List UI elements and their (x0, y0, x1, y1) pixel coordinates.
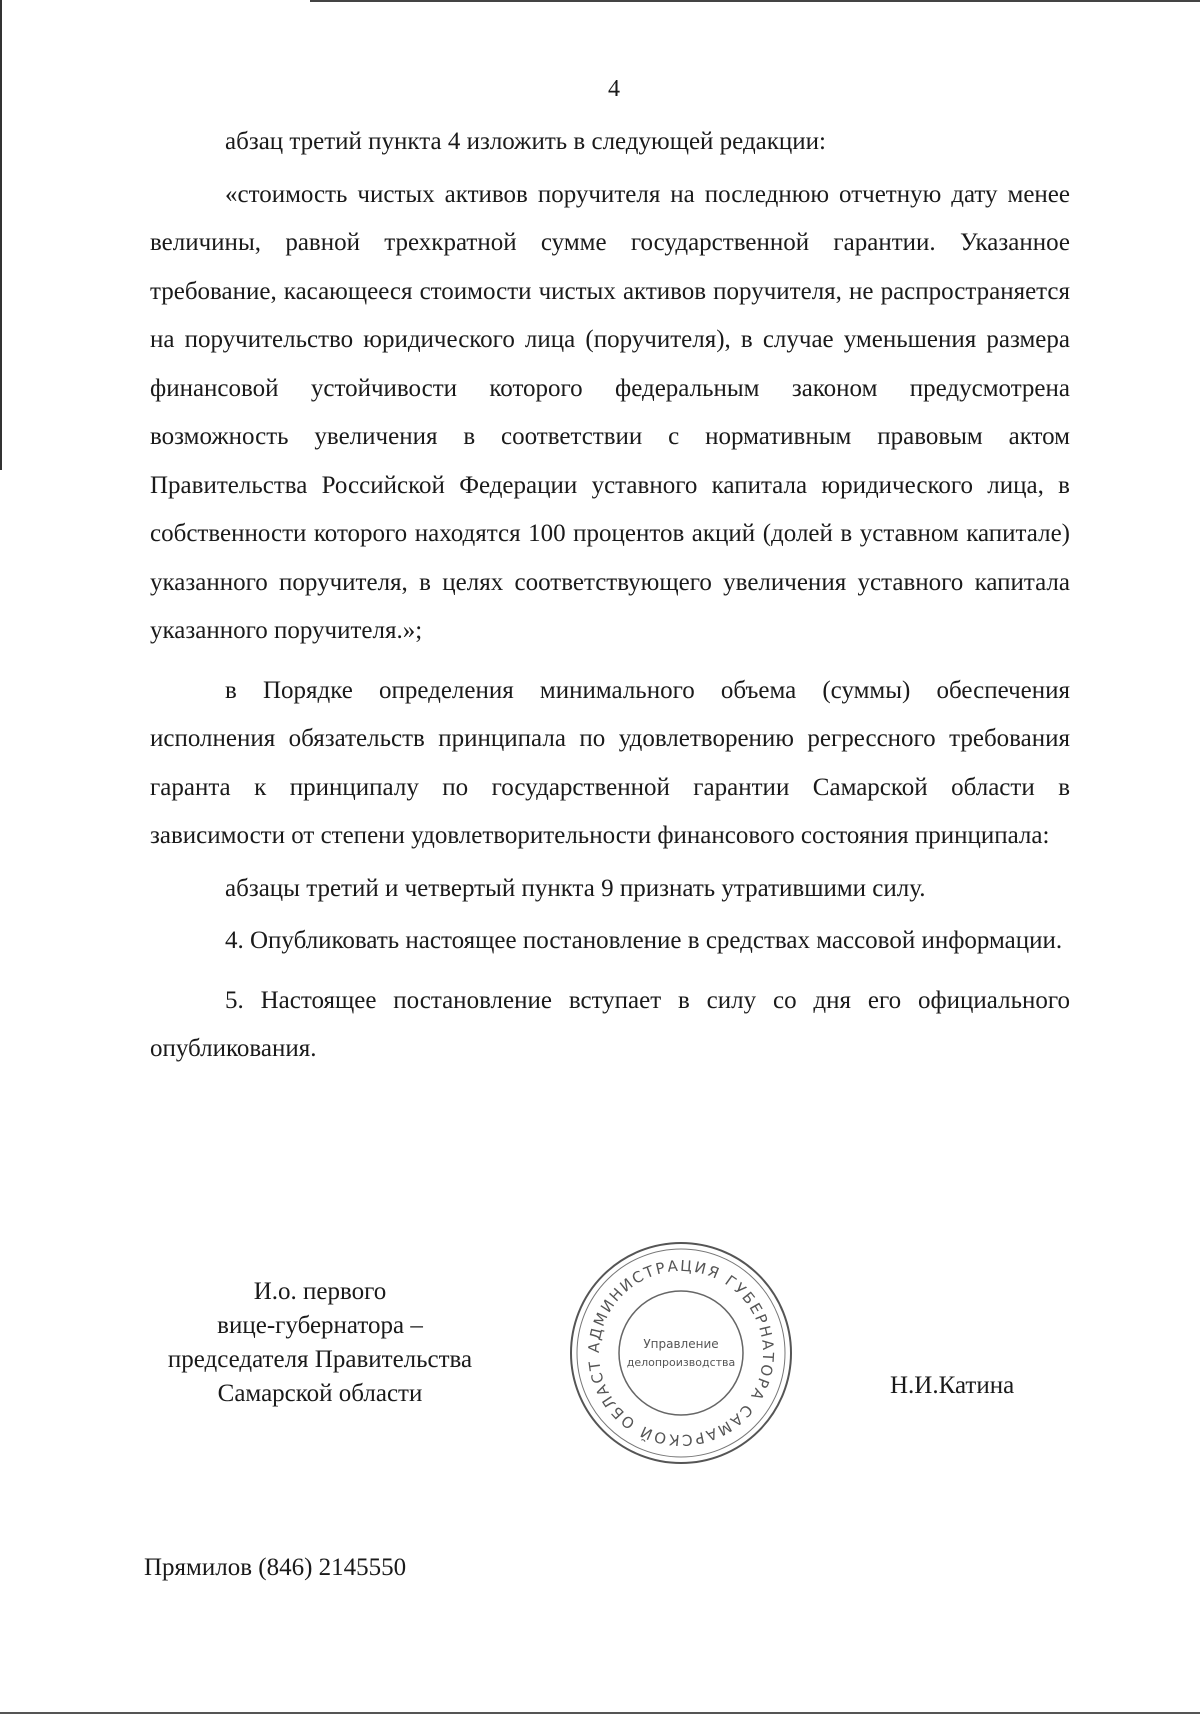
official-seal (566, 1238, 796, 1468)
paragraph-quoted-text: «стоимость чистых активов поручителя на последнюю отчетную дату менее величины, равной трехкратной сумме государственной гарантии. Указанное требование, касающееся стоимости чистых активов поручителя, не распространяется на поручительство юридического лица (поручителя), в случае уменьшения размера финансовой устойчивости которого федеральным законом предусмотрена возможность увеличения в соответствии с нормативным правовым актом Правительства Российской Федерации уставного капитала юридического лица, в собственности которого находятся 100 процентов акций (долей в уставном капитале) указанного поручителя, в целях соответствующего увеличения уставного капитала указанного поручителя.»; (150, 180, 1070, 644)
signer-title (150, 1275, 490, 1411)
signer-title-line: И.о. первого (253, 1278, 387, 1305)
page-number: 4 (608, 76, 620, 102)
paragraph-amend-clause: абзац третий пункта 4 изложить в следующей редакции: (225, 128, 826, 155)
scan-edge-bottom (0, 1712, 1200, 1714)
paragraph-order: в Порядке определения минимального объема (суммы) обеспечения исполнения обязательств принципала по удовлетворению регрессного требования гаранта к принципалу по государственной гарантии Самарской области в зависимости от степени удовлетворительности финансового состояния принципала: (150, 676, 1070, 849)
paragraph-publish: 4. Опубликовать настоящее постановление в средствах массовой информации. (225, 927, 1063, 954)
signer-title-line: вице-губернатора – (217, 1312, 423, 1339)
scan-edge-left (0, 0, 2, 470)
paragraph-repeal: абзацы третий и четвертый пункта 9 признать утратившими силу. (225, 874, 926, 902)
seal-graphic (566, 1238, 796, 1468)
signer-title-line: председателя Правительства (167, 1346, 473, 1373)
signer-name: Н.И.Катина (890, 1372, 1015, 1399)
contact-line: Прямилов (846) 2145550 (144, 1554, 407, 1581)
scan-edge-top (310, 0, 1200, 2)
paragraph-effective: 5. Настоящее постановление вступает в силу со дня его официального опубликования. (150, 986, 1070, 1062)
seal-outer-text: АДМИНИСТРАЦИЯ ГУБЕРНАТОРА САМАРСКОЙ ОБЛАСТ (584, 1256, 778, 1450)
signer-title-line: Самарской области (217, 1380, 423, 1407)
seal-center-line-2: делопроизводства (626, 1356, 736, 1369)
seal-center-line-1: Управление (643, 1337, 719, 1351)
document-body (150, 118, 1070, 1074)
